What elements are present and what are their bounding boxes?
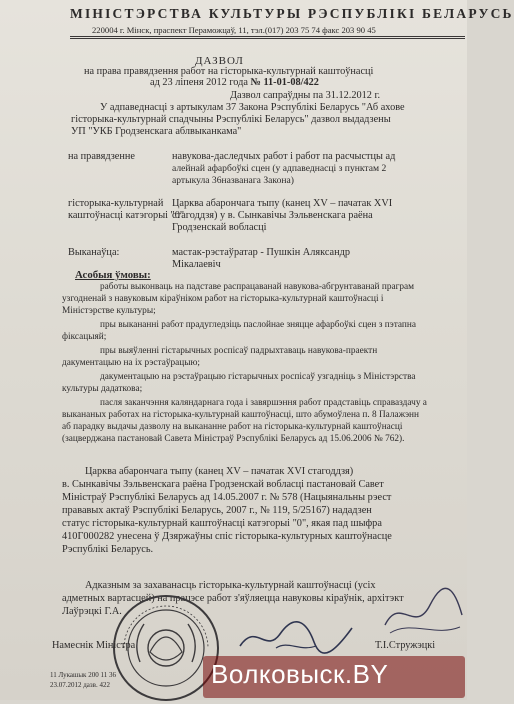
condition-line: культуры дадаткова; [62, 384, 143, 394]
paragraph3-line: адметных вартасцей) на працэсе работ з'яўляецца навуковы кіраўнік, архітэкт [62, 593, 404, 604]
condition-line: выкананых работах на гісторыка-культурнай каштоўнасці, што абумоўлена п. 8 Палажэнн [62, 410, 420, 420]
condition-line: Міністэрстве культуры; [62, 306, 156, 316]
paragraph2-line: Царква абарончага тыпу (канец XV – пачатак XVI стагоддзя) [85, 466, 354, 477]
condition-line: пры выяўленні гістарычных роспісаў падрыхтаваць навукова-праектн [100, 346, 378, 356]
condition-line: фіксацыяй; [62, 332, 107, 342]
signer-name: Т.І.Стружэцкі [375, 640, 436, 651]
paragraph2-line: в. Сынкавічы Зэльвенскага раёна Гродзенскай вобласці пастановай Савет [62, 479, 384, 490]
intro-line: У адпаведнасці з артыкулам 37 Закона Рэспублікі Беларусь "Аб ахове [100, 102, 405, 113]
object-label: каштоўнасці катэгорыі "0" [68, 210, 185, 221]
handwritten-signature-icon [236, 616, 356, 656]
footer-line: 11 Лукашык 200 11 36 [50, 671, 116, 679]
executor-value: Мікалаевіч [172, 259, 221, 270]
paragraph3-line: Адказным за захаванасць гісторыка-культурнай каштоўнасці (усіх [85, 580, 376, 591]
condition-line: пасля заканчэння каляндарнага года і завяршэння работ прадставіць справаздачу а [100, 398, 427, 408]
paragraph2-line: Рэспублікі Беларусь. [62, 544, 154, 555]
signer-title: Намеснік Міністра [52, 640, 136, 651]
condition-line: работы выконваць на падставе распрацаванай навукова-абгрунтаванай праграм [100, 282, 415, 292]
condition-line: аб парадку выдачы дазволу на выкананне работ на гісторыка-культурнай каштоўнасці [62, 422, 403, 432]
conditions-title: Асобыя ўмовы: [75, 269, 151, 281]
header-rule [70, 36, 465, 37]
object-value: стагоддзя) у в. Сынкавічы Зэльвенскага раёна [172, 210, 373, 221]
executor-value: мастак-рэстаўратар - Пушкін Аляксандр [172, 247, 351, 258]
purpose-value: навукова-даследчых работ і работ па расчыстцы ад [172, 151, 396, 162]
object-value: Царква абарончага тыпу (канец XV – пачатак XVI [172, 198, 393, 209]
paragraph2-line: статус гісторыка-культурнай каштоўнасці катэгорыі "0", якая пад шыфра [62, 518, 382, 529]
purpose-value: артыкула 36названага Закона) [172, 175, 294, 186]
document-purpose: на права правядзення работ на гісторыка-культурнай каштоўнасці [84, 66, 374, 77]
document-number: № 11-01-08/422 [250, 77, 319, 88]
validity-note: Дазвол сапраўдны па 31.12.2012 г. [230, 90, 381, 101]
document-type: ДАЗВОЛ [195, 55, 244, 67]
footer-line: 23.07.2012 дазв. 422 [50, 681, 110, 689]
object-value: Гродзенскай вобласці [172, 222, 267, 233]
paragraph2-line: Міністраў Рэспублікі Беларусь ад 14.05.2007 г. № 578 (Нацыянальны рэест [62, 492, 392, 503]
watermark-text: Волковыск.BY [211, 659, 389, 689]
header-rule-double [70, 38, 465, 39]
ministry-header: МІНІСТЭРСТВА КУЛЬТУРЫ РЭСПУБЛІКІ БЕЛАРУСЬ [70, 6, 514, 21]
condition-line: дакументацыю на іх рэстаўрацыю; [62, 358, 201, 368]
condition-line: (зацверджана пастановай Савета Міністраў Рэспублікі Беларусь ад 15.06.2006 № 762). [62, 434, 405, 444]
paragraph2-line: прававых актаў Рэспублікі Беларусь, 2007 г., № 119, 5/25167) нададзен [62, 505, 372, 516]
margin-scribble-icon [380, 585, 465, 640]
ministry-address: 220004 г. Мінск, праспект Пераможцаў, 11, тэл.(017) 203 75 74 факс 203 90 45 [92, 25, 376, 35]
purpose-value: алейнай афарбоўкі сцен (у адпаведнасці з пунктам 2 [172, 163, 387, 174]
purpose-label: на правядзенне [68, 151, 135, 162]
intro-line: гісторыка-культурнай спадчыны Рэспублікі Беларусь" дазвол выдадзены [71, 114, 391, 125]
paragraph3-line: Лаўрэцкі Г.А. [62, 606, 122, 617]
condition-line: пры выкананні работ прадугледзіць паслойнае зняцце афарбоўкі сцен з пэтапна [100, 320, 416, 330]
document-date-number [150, 77, 319, 88]
paragraph2-line: 410Г000282 унесена ў Дзяржаўны спіс гісторыка-культурных каштоўнасце [62, 531, 392, 542]
document-date: ад 23 ліпеня 2012 года [150, 77, 248, 88]
executor-label: Выканаўца: [68, 247, 120, 258]
condition-line: дакументацыю на рэстаўрацыю гістарычных роспісаў узгадніць з Міністэрства [100, 372, 416, 382]
intro-line: УП "УКБ Гродзенскага аблвыканкама" [71, 126, 242, 137]
object-label: гісторыка-культурнай [68, 198, 164, 209]
condition-line: узгодненай з навуковым кіраўніком работ на гісторыка-культурнай каштоўнасці і [62, 294, 384, 304]
